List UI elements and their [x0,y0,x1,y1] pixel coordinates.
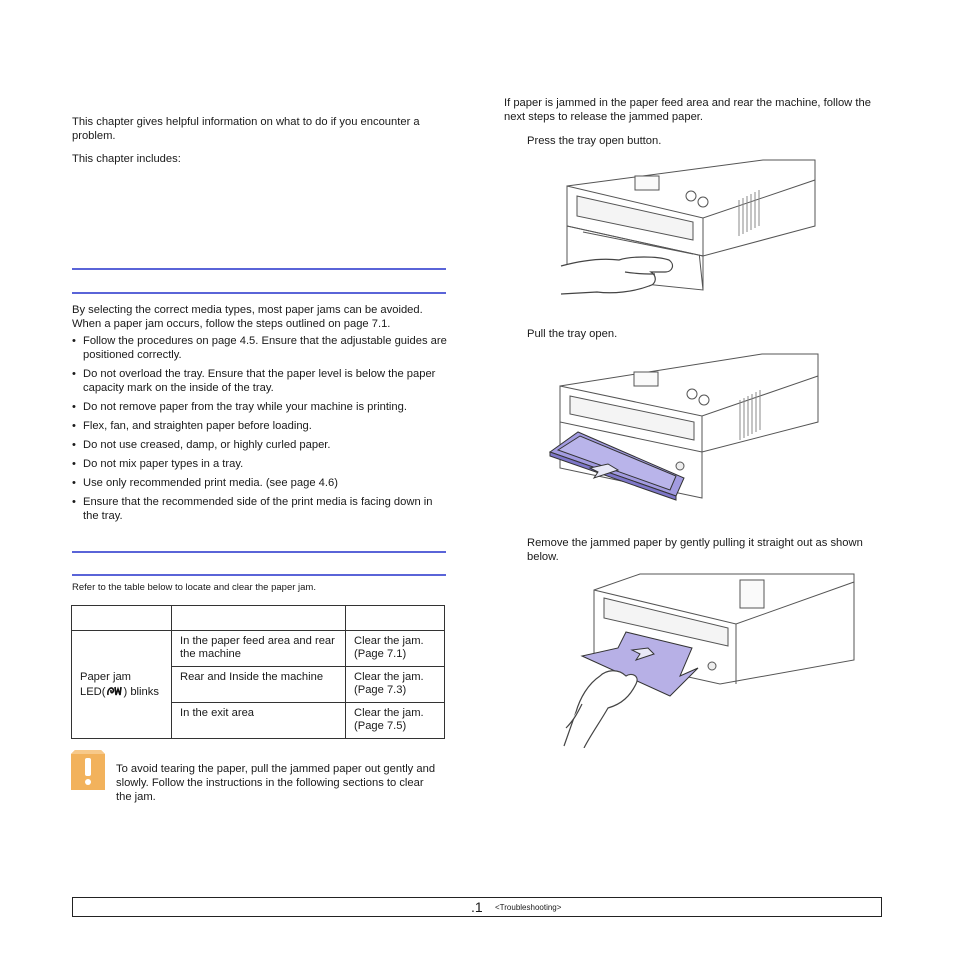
list-item: • Flex, fan, and straighten paper before loading. [72,420,312,432]
action-cell: Clear the jam. (Page 7.5) [346,703,445,739]
press-button-illustration [553,156,823,296]
table-header-cell [72,606,172,631]
list-item: • Do not overload the tray. Ensure that the paper level is below the paper capacity mark on the inside of the tray. [72,368,436,394]
step-3-text: Remove the jammed paper by gently pulling it straight out as shown below. [527,537,863,563]
section-tag: <Troubleshooting> [495,903,562,912]
step-2-text: Pull the tray open. [527,328,618,340]
page-footer [72,897,882,917]
includes-text: This chapter includes: [72,153,181,165]
section-rule-bottom [72,292,446,294]
table-header-row [72,606,445,631]
action-cell: Clear the jam. (Page 7.1) [346,631,445,667]
location-cell: In the paper feed area and rear the machine [172,631,346,667]
location-cell: In the exit area [172,703,346,739]
list-item: • Do not mix paper types in a tray. [72,458,244,470]
location-cell: Rear and Inside the machine [172,667,346,703]
pull-tray-illustration [548,350,826,502]
section-rule-top [72,268,446,270]
tips-intro: By selecting the correct media types, most paper jams can be avoided. When a paper jam occurs, follow the steps outlined on page 7.1. [72,304,423,330]
tips-list [72,334,448,528]
paper-jam-led-icon [106,684,124,698]
list-item: • Use only recommended print media. (see page 4.6) [72,477,338,489]
section-rule-top-2 [72,551,446,553]
table-header-cell [172,606,346,631]
right-intro: If paper is jammed in the paper feed area and rear the machine, follow the next steps to release the jammed paper. [504,97,871,123]
section-rule-bottom-2 [72,574,446,576]
list-item: • Ensure that the recommended side of the print media is facing down in the tray. [72,496,433,522]
led-cell: Paper jam LED( ) blinks [72,631,172,739]
caution-text: To avoid tearing the paper, pull the jammed paper out gently and slowly. Follow the instructions in the following sections to clear the jam. [116,763,436,803]
intro-text: This chapter gives helpful information on what to do if you encounter a problem. [72,116,420,142]
action-cell: Clear the jam. (Page 7.3) [346,667,445,703]
page-number: .1 [471,899,483,915]
table-row [72,631,445,667]
step-1-text: Press the tray open button. [527,135,662,147]
table-intro: Refer to the table below to locate and clear the paper jam. [72,582,316,593]
remove-paper-illustration [560,572,858,748]
paper-jam-table [71,605,445,739]
list-item: • Do not use creased, damp, or highly curled paper. [72,439,331,451]
table-header-cell [346,606,445,631]
caution-icon [71,750,105,790]
list-item: • Follow the procedures on page 4.5. Ensure that the adjustable guides are positioned correctly. [72,335,447,361]
list-item: • Do not remove paper from the tray while your machine is printing. [72,401,407,413]
